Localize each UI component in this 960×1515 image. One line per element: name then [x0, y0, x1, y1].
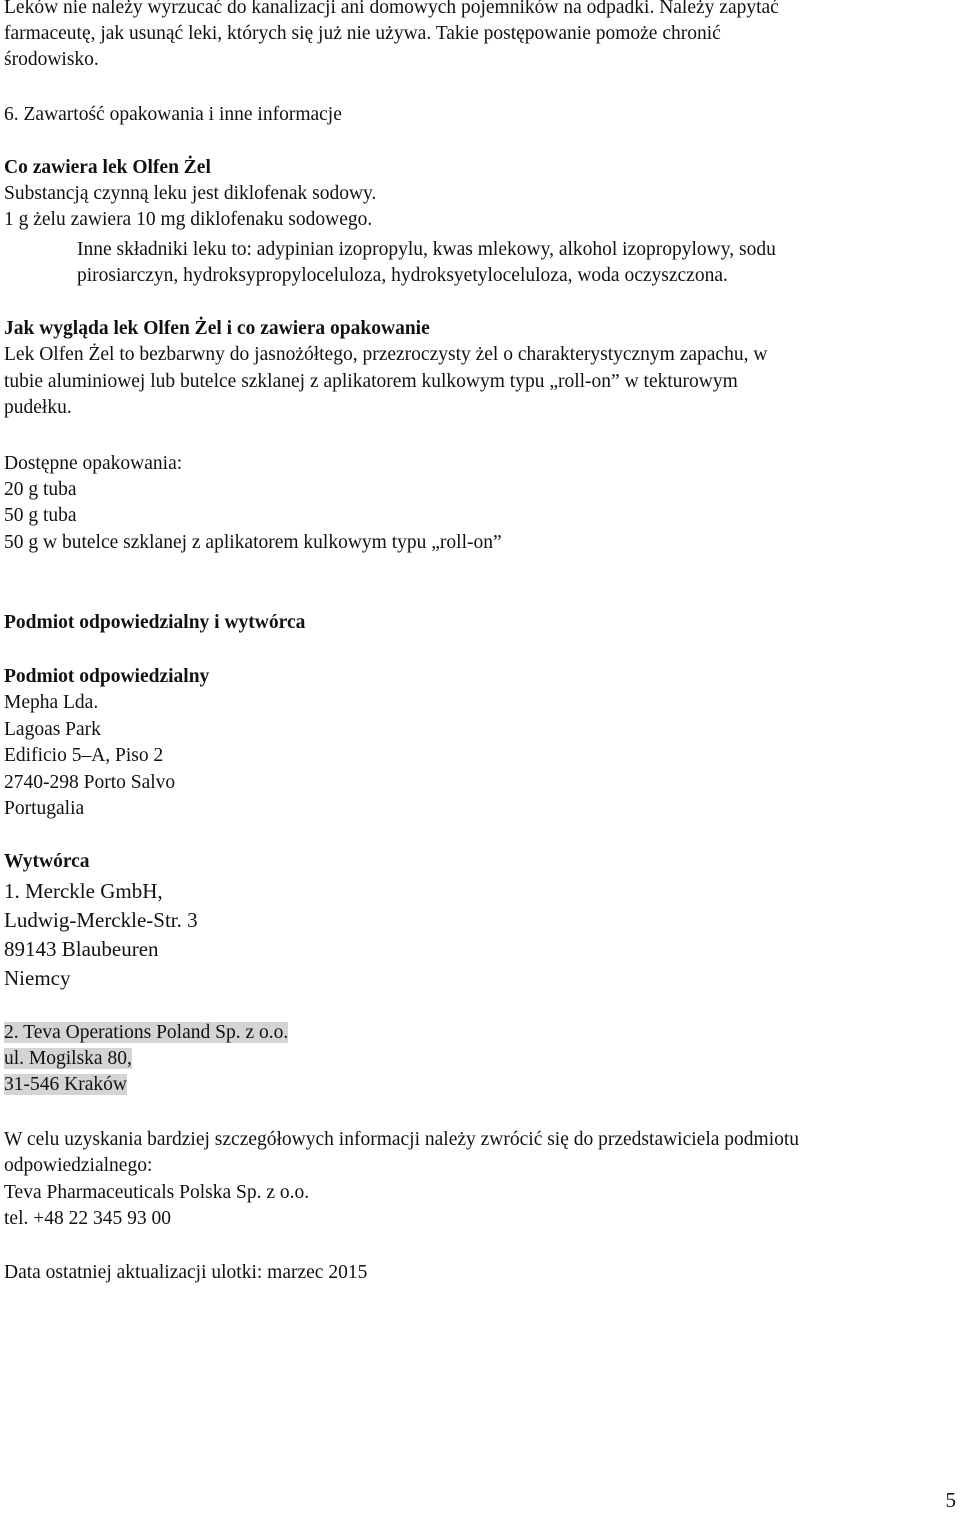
contact-phone: tel. +48 22 345 93 00 [4, 1208, 171, 1229]
responsible-address-line: Lagoas Park [4, 719, 101, 740]
disposal-line-1: Leków nie należy wyrzucać do kanalizacji ani domowych pojemników na odpadki. Należy zapytać [4, 0, 779, 18]
manufacturer-2-line [4, 1020, 288, 1046]
contact-line-1: W celu uzyskania bardziej szczegółowych informacji należy zwrócić się do przedstawiciela podmiotu [4, 1129, 800, 1150]
manufacturer-2-line [4, 1072, 127, 1098]
contains-heading: Co zawiera lek Olfen Żel [4, 157, 211, 178]
highlighted-text: 31-546 Kraków [4, 1074, 127, 1095]
manufacturer-1-line: Ludwig-Merckle-Str. 3 [4, 908, 198, 932]
pack-item: 50 g tuba [4, 505, 77, 526]
appearance-line-3: pudełku. [4, 397, 72, 418]
section-heading: 6. Zawartość opakowania i inne informacje [4, 104, 342, 125]
appearance-line-2: tubie aluminiowej lub butelce szklanej z aplikatorem kulkowym typu „roll-on” w tekturowym [4, 371, 738, 392]
appearance-line-1: Lek Olfen Żel to bezbarwny do jasnożółtego, przezroczysty żel o charakterystycznym zapachu, w [4, 344, 768, 365]
responsible-address-line: 2740-298 Porto Salvo [4, 772, 176, 793]
manufacturer-heading: Wytwórca [4, 851, 90, 872]
highlighted-text: ul. Mogilska 80, [4, 1048, 132, 1069]
last-update: Data ostatniej aktualizacji ulotki: marzec 2015 [4, 1262, 368, 1283]
contact-line-2: odpowiedzialnego: [4, 1155, 153, 1176]
appearance-heading: Jak wygląda lek Olfen Żel i co zawiera opakowanie [4, 318, 430, 339]
manufacturer-2-line [4, 1046, 132, 1072]
disposal-line-3: środowisko. [4, 49, 99, 70]
active-substance: Substancją czynną leku jest diklofenak sodowy. [4, 183, 377, 204]
pack-item: 50 g w butelce szklanej z aplikatorem kulkowym typu „roll-on” [4, 532, 502, 553]
highlighted-text: 2. Teva Operations Poland Sp. z o.o. [4, 1022, 289, 1043]
responsible-address-line: Portugalia [4, 798, 85, 819]
manufacturer-1-line: 1. Merckle GmbH, [4, 879, 163, 903]
responsible-heading: Podmiot odpowiedzialny i wytwórca [4, 612, 306, 633]
other-ingredients-line-2: pirosiarczyn, hydroksypropyloceluloza, hydroksyetyloceluloza, woda oczyszczona. [77, 265, 728, 286]
packs-heading: Dostępne opakowania: [4, 453, 183, 474]
page-number: 5 [945, 1488, 956, 1512]
contact-company: Teva Pharmaceuticals Polska Sp. z o.o. [4, 1182, 310, 1203]
responsible-address-line: Mepha Lda. [4, 692, 99, 713]
active-amount: 1 g żelu zawiera 10 mg diklofenaku sodowego. [4, 209, 373, 230]
responsible-address-line: Edificio 5–A, Piso 2 [4, 745, 164, 766]
responsible-subheading: Podmiot odpowiedzialny [4, 666, 210, 687]
other-ingredients-line-1: Inne składniki leku to: adypinian izopropylu, kwas mlekowy, alkohol izopropylowy, sodu [77, 239, 776, 260]
pack-item: 20 g tuba [4, 479, 77, 500]
manufacturer-1-line: Niemcy [4, 966, 71, 990]
manufacturer-1-line: 89143 Blaubeuren [4, 937, 159, 961]
disposal-line-2: farmaceutę, jak usunąć leki, których się już nie używa. Takie postępowanie pomoże chronić [4, 23, 721, 44]
